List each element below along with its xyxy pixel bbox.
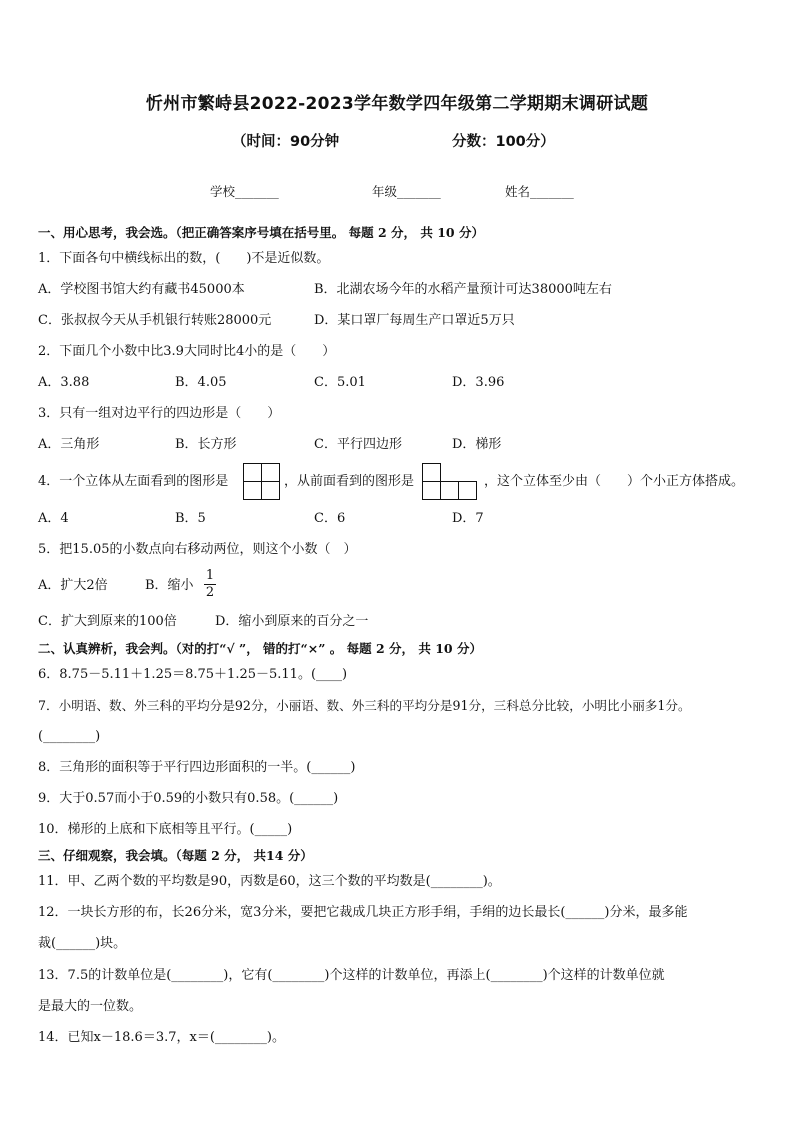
q2-option-c[interactable]: C．5.01 bbox=[314, 375, 366, 390]
fraction-denominator: 2 bbox=[205, 585, 215, 600]
cube-cell bbox=[261, 463, 280, 482]
cube-cell bbox=[261, 481, 280, 500]
exam-time: （时间：90分钟 bbox=[232, 134, 340, 150]
question-12-cont: 裁(______)块。 bbox=[38, 936, 127, 951]
q1-option-b[interactable]: B．北湖农场今年的水稻产量预计可达38000吨左右 bbox=[314, 282, 612, 297]
q2-option-d[interactable]: D．3.96 bbox=[452, 375, 505, 390]
question-13: 13．7.5的计数单位是(________)，它有(________)个这样的计数单位，再添上(________)个这样的计数单位就 bbox=[38, 968, 665, 983]
section-3-heading: 三、仔细观察，我会填。（每题 2 分， 共14 分） bbox=[38, 848, 313, 863]
question-8: 8．三角形的面积等于平行四边形面积的一半。(______) bbox=[38, 760, 356, 775]
question-4-part1: 4．一个立体从左面看到的图形是 bbox=[38, 474, 229, 489]
cube-cell bbox=[422, 481, 441, 500]
q3-option-a[interactable]: A．三角形 bbox=[38, 437, 100, 452]
cube-cell bbox=[458, 481, 477, 500]
section-1-heading: 一、用心思考，我会选。（把正确答案序号填在括号里。 每题 2 分， 共 10 分） bbox=[38, 225, 484, 240]
q4-option-d[interactable]: D．7 bbox=[452, 511, 484, 526]
q3-option-d[interactable]: D．梯形 bbox=[452, 437, 502, 452]
name-field[interactable]: 姓名_______ bbox=[505, 184, 574, 199]
question-4-part2: ，从前面看到的图形是 bbox=[284, 474, 415, 489]
q1-option-a[interactable]: A．学校图书馆大约有藏书45000本 bbox=[38, 282, 245, 297]
q3-option-b[interactable]: B．长方形 bbox=[175, 437, 237, 452]
q1-option-c[interactable]: C．张叔叔今天从手机银行转账28000元 bbox=[38, 313, 272, 328]
cube-cell bbox=[422, 463, 441, 482]
question-13-cont: 是最大的一位数。 bbox=[38, 999, 143, 1014]
school-field[interactable]: 学校_______ bbox=[210, 184, 279, 199]
question-11: 11．甲、乙两个数的平均数是90，丙数是60，这三个数的平均数是(________)。 bbox=[38, 874, 501, 889]
q5-option-b[interactable]: B．缩小 bbox=[145, 578, 194, 593]
question-3: 3．只有一组对边平行的四边形是（ ） bbox=[38, 406, 281, 421]
question-5: 5．把15.05的小数点向右移动两位，则这个小数（ ） bbox=[38, 542, 357, 557]
question-2: 2．下面几个小数中比3.9大同时比4小的是（ ） bbox=[38, 344, 336, 359]
left-view-figure bbox=[243, 463, 281, 501]
q5-option-d[interactable]: D．缩小到原来的百分之一 bbox=[215, 614, 369, 629]
q1-option-d[interactable]: D．某口罩厂每周生产口罩近5万只 bbox=[314, 313, 515, 328]
question-14: 14．已知x－18.6＝3.7，x＝(________)。 bbox=[38, 1030, 285, 1045]
cube-cell bbox=[243, 481, 262, 500]
cube-cell bbox=[243, 463, 262, 482]
q3-option-c[interactable]: C．平行四边形 bbox=[314, 437, 402, 452]
q2-option-b[interactable]: B．4.05 bbox=[175, 375, 227, 390]
section-2-heading: 二、认真辨析，我会判。（对的打“√ ”， 错的打“×” 。 每题 2 分， 共 10 分） bbox=[38, 641, 482, 656]
question-6: 6．8.75－5.11＋1.25＝8.75＋1.25－5.11。(____) bbox=[38, 667, 348, 682]
question-4-part3: ，这个立体至少由（ ）个小正方体搭成。 bbox=[484, 474, 745, 489]
q5-option-a[interactable]: A．扩大2倍 bbox=[38, 578, 108, 593]
fraction-numerator: 1 bbox=[205, 568, 215, 583]
exam-title: 忻州市繁峙县2022-2023学年数学四年级第二学期期末调研试题 bbox=[145, 94, 649, 114]
exam-score: 分数：100分） bbox=[452, 134, 555, 150]
question-10: 10．梯形的上底和下底相等且平行。(_____) bbox=[38, 822, 293, 837]
question-12: 12．一块长方形的布，长26分米，宽3分米，要把它裁成几块正方形手绢，手绢的边长最长(______)分米，最多能 bbox=[38, 905, 688, 920]
q4-option-a[interactable]: A．4 bbox=[38, 511, 69, 526]
q2-option-a[interactable]: A．3.88 bbox=[38, 375, 90, 390]
front-view-figure bbox=[422, 463, 482, 501]
question-1: 1．下面各句中横线标出的数，( )不是近似数。 bbox=[38, 251, 330, 266]
grade-field[interactable]: 年级_______ bbox=[372, 184, 441, 199]
q5-option-c[interactable]: C．扩大到原来的100倍 bbox=[38, 614, 177, 629]
question-7-answer[interactable]: (________) bbox=[38, 729, 101, 744]
one-half-fraction bbox=[203, 569, 217, 600]
cube-cell bbox=[440, 481, 459, 500]
question-9: 9．大于0.57而小于0.59的小数只有0.58。(______) bbox=[38, 791, 339, 806]
q4-option-b[interactable]: B．5 bbox=[175, 511, 206, 526]
q4-option-c[interactable]: C．6 bbox=[314, 511, 346, 526]
question-7: 7．小明语、数、外三科的平均分是92分，小丽语、数、外三科的平均分是91分，三科总分比较，小明比小丽多1分。 bbox=[38, 698, 691, 713]
